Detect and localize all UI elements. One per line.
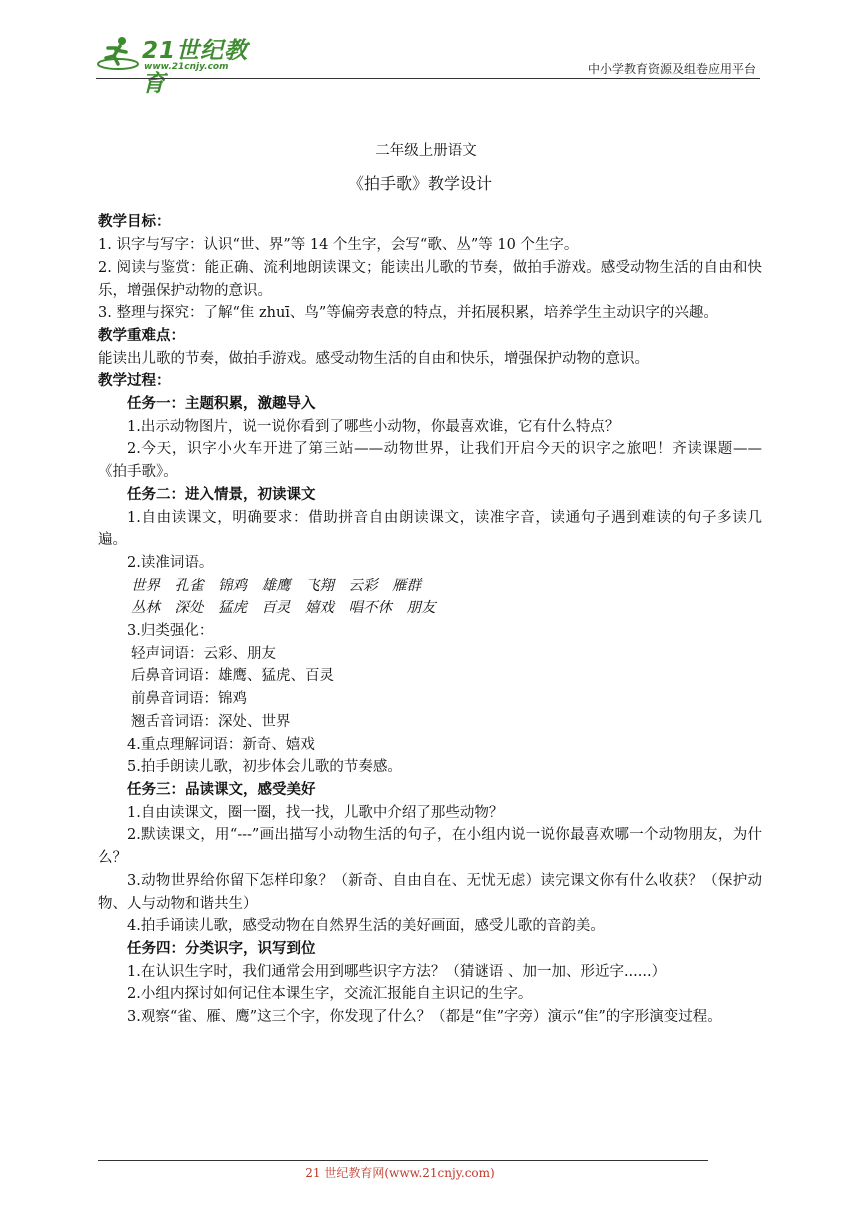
goals-heading: 教学目标： xyxy=(98,214,171,231)
word-list-2: 丛林 深处 猛虎 百灵 嬉戏 唱不休 朋友 xyxy=(131,600,436,617)
key-text: 能读出儿歌的节奏，做拍手游戏。感受动物生活的自由和快乐，增强保护动物的意识。 xyxy=(98,350,649,367)
document-body xyxy=(98,140,762,1029)
runner-logo-icon xyxy=(96,34,142,74)
word-list-1: 世界 孔雀 锦鸡 雄鹰 飞翔 云彩 雁群 xyxy=(131,577,421,594)
task-2-item-1: 1.自由读课文，明确要求：借助拼音自由朗读课文，读准字音，读通句子遇到难读的句子多读几遍。 xyxy=(98,509,762,549)
task-2-item-2: 2.读准词语。 xyxy=(127,554,214,571)
task-2-item-4: 4.重点理解词语：新奇、嬉戏 xyxy=(127,736,315,753)
page-header xyxy=(96,30,760,97)
task-4-item-2: 2.小组内探讨如何记住本课生字，交流汇报能自主识记的生字。 xyxy=(127,986,533,1003)
light-tone-words: 轻声词语：云彩、朋友 xyxy=(131,645,276,662)
task-4-item-3: 3.观察“雀、雁、鹰”这三个字，你发现了什么？（都是“隹”字旁）演示“隹”的字形演变过程。 xyxy=(127,1009,722,1026)
platform-name: 中小学教育资源及组卷应用平台 xyxy=(587,62,756,76)
logo-url: www.21cnjy.com xyxy=(144,62,229,72)
task-4-heading: 任务四：分类识字，识写到位 xyxy=(127,940,316,957)
task-2-item-3: 3.归类强化： xyxy=(127,623,214,640)
task-1-item-1: 1.出示动物图片，说一说你看到了哪些小动物，你最喜欢谁，它有什么特点？ xyxy=(127,418,620,435)
goal-2: 2. 阅读与鉴赏：能正确、流利地朗读课文；能读出儿歌的节奏，做拍手游戏。感受动物生活的自由和快乐，增强保护动物的意识。 xyxy=(98,259,762,299)
doc-grade: 二年级上册语文 xyxy=(375,143,477,159)
task-3-heading: 任务三：品读课文，感受美好 xyxy=(127,781,316,798)
goal-1: 1. 识字与写字：认识“世、界”等 14 个生字，会写“歌、丛”等 10 个生字。 xyxy=(98,237,579,254)
task-1-item-2: 2.今天，识字小火车开进了第三站——动物世界，让我们开启今天的识字之旅吧！齐读课题——《拍手歌》。 xyxy=(98,441,762,481)
task-3-item-3: 3.动物世界给你留下怎样印象？（新奇、自由自在、无忧无虑）读完课文你有什么收获？（保护动物、人与动物和谐共生） xyxy=(98,872,762,912)
site-logo[interactable] xyxy=(96,30,256,97)
task-3-item-2: 2.默读课文，用“---”画出描写小动物生活的句子，在小组内说一说你最喜欢哪一个动物朋友，为什么？ xyxy=(98,827,762,867)
key-heading: 教学重难点： xyxy=(98,327,185,344)
doc-title: 《拍手歌》教学设计 xyxy=(347,173,492,193)
task-1-heading: 任务一：主题积累，激趣导入 xyxy=(127,396,316,413)
footer-divider xyxy=(98,1160,708,1161)
goal-3: 3. 整理与探究：了解“隹 zhuī、鸟”等偏旁表意的特点，并拓展积累，培养学生主动识字的兴趣。 xyxy=(98,305,718,322)
header-divider xyxy=(96,78,760,79)
task-3-item-4: 4.拍手诵读儿歌，感受动物在自然界生活的美好画面，感受儿歌的音韵美。 xyxy=(127,918,605,935)
back-nasal-words: 后鼻音词语：雄鹰、猛虎、百灵 xyxy=(131,668,334,685)
footer-link[interactable]: 21 世纪教育网(www.21cnjy.com) xyxy=(305,1166,495,1180)
task-2-heading: 任务二：进入情景，初读课文 xyxy=(127,486,316,503)
task-3-item-1: 1.自由读课文，圈一圈，找一找，儿歌中介绍了那些动物？ xyxy=(127,804,504,821)
task-2-item-5: 5.拍手朗读儿歌，初步体会儿歌的节奏感。 xyxy=(127,759,402,776)
front-nasal-words: 前鼻音词语：锦鸡 xyxy=(131,691,247,708)
task-4-item-1: 1.在认识生字时，我们通常会用到哪些识字方法？（猜谜语 、加一加、形近字......） xyxy=(127,963,667,980)
logo-text: 21世纪教育 xyxy=(142,38,249,97)
process-heading: 教学过程： xyxy=(98,373,171,390)
retroflex-words: 翘舌音词语：深处、世界 xyxy=(131,713,291,730)
